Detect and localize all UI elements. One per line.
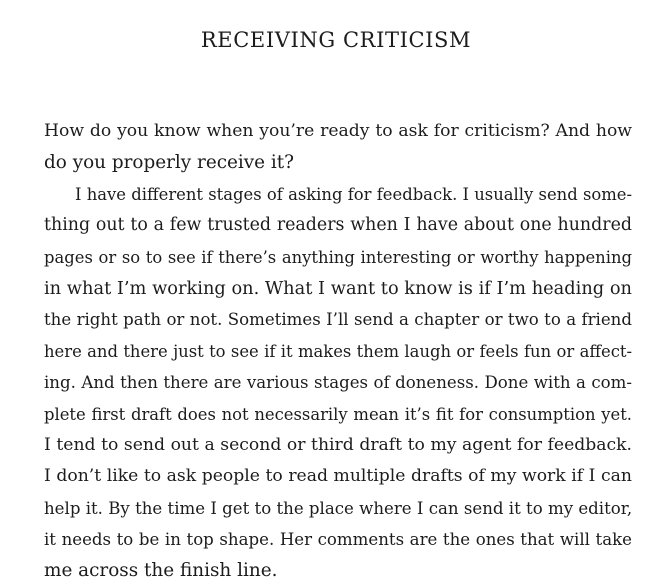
question-line: do you properly receive it? (44, 152, 295, 174)
answer-line: plete first draft does not necessarily mean it’s fit for consumption yet. (44, 404, 632, 424)
answer-line: I don’t like to ask people to read multiple drafts of my work if I can (44, 466, 632, 487)
question-line: How do you know when you’re ready to ask for criticism? And how (44, 121, 632, 141)
answer-line: I have different stages of asking for feedback. I usually send some- (75, 184, 632, 204)
answer-line: ing. And then there are various stages of doneness. Done with a com- (44, 373, 632, 393)
answer-line: here and there just to see if it makes them laugh or feels fun or affect- (44, 341, 632, 361)
answer-line: in what I’m working on. What I want to know is if I’m heading on (44, 277, 632, 299)
answer-line: thing out to a few trusted readers when I have about one hundred (44, 215, 632, 236)
chapter-heading: RECEIVING CRITICISM (200, 28, 472, 52)
answer-line: pages or so to see if there’s anything interesting or worthy happening (44, 247, 632, 267)
body-text (44, 116, 632, 587)
answer-line: it needs to be in top shape. Her comments are the ones that will take (44, 530, 632, 550)
answer-line: help it. By the time I get to the place where I can send it to my editor, (44, 498, 633, 518)
answer-line: the right path or not. Sometimes I’ll send a chapter or two to a friend (44, 310, 632, 330)
answer-line: I tend to send out a second or third draft to my agent for feedback. (44, 434, 632, 455)
answer-line: me across the finish line. (44, 560, 278, 582)
